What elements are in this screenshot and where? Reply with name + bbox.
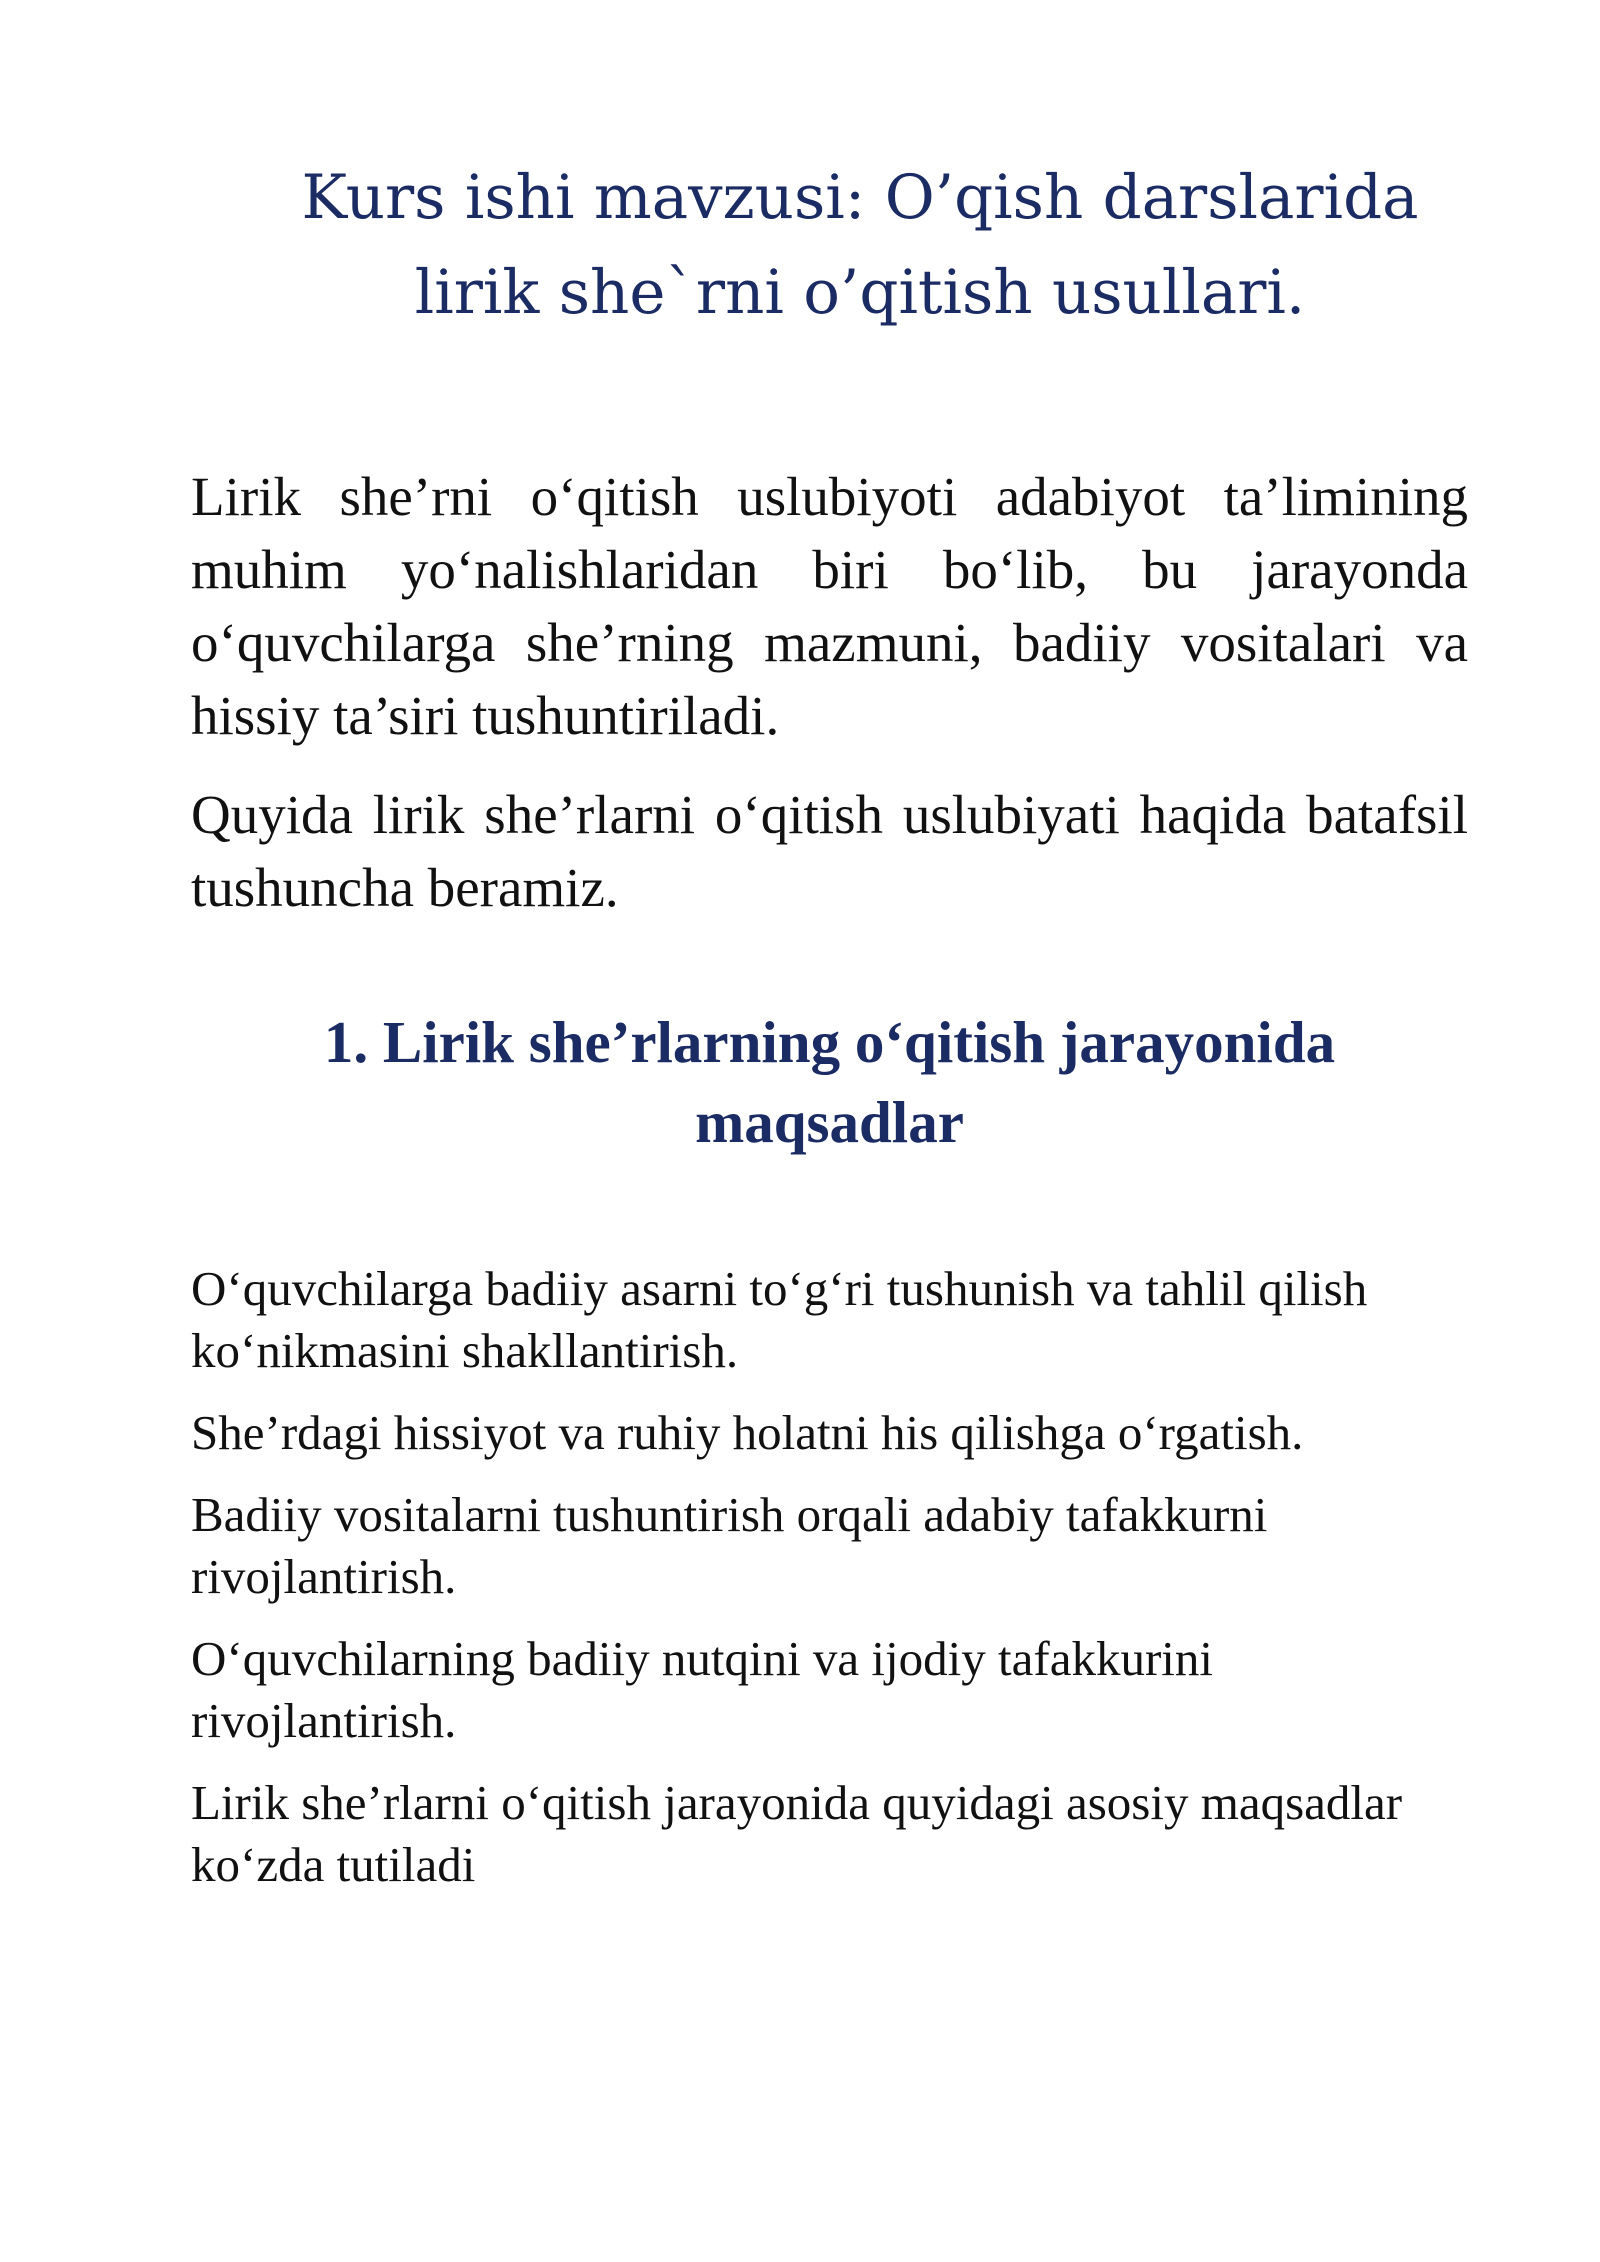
title-line: Kurs ishi mavzusi: O’qish darslarida: [301, 162, 1419, 233]
goal-item: O‘quvchilarga badiiy asarni to‘g‘ri tushunish va tahlil qilish ko‘nikmasini shakllantirish.: [191, 1261, 1368, 1378]
goal-item: O‘quvchilarning badiiy nutqini va ijodiy tafakkurini rivojlantirish.: [191, 1631, 1213, 1748]
document-title: [200, 150, 1520, 340]
intro-section: [191, 460, 1468, 950]
goal-item: She’rdagi hissiyot va ruhiy holatni his qilishga o‘rgatish.: [191, 1405, 1304, 1460]
section-heading: 1. Lirik she’rlarning o‘qitish jarayonida maqsadlar: [323, 1009, 1336, 1155]
goal-item: Lirik she’rlarni o‘qitish jarayonida quyidagi asosiy maqsadlar ko‘zda tutiladi: [191, 1775, 1403, 1892]
intro-paragraph: Quyida lirik she’rlarni o‘qitish uslubiyati haqida batafsil tushuncha beramiz.: [191, 784, 1468, 918]
title-line: lirik she`rni o’qitish usullari.: [414, 257, 1306, 328]
goals-list: [191, 1258, 1468, 1916]
goal-item: Badiiy vositalarni tushuntirish orqali adabiy tafakkurni rivojlantirish.: [191, 1487, 1268, 1604]
intro-paragraph: Lirik she’rni o‘qitish uslubiyoti adabiyot ta’limining muhim yo‘nalishlaridan biri bo‘lib, bu jarayonda o‘quvchilarga she’rning mazmuni, badiiy vositalari va hissiy ta’siri tushuntiriladi.: [191, 466, 1468, 746]
